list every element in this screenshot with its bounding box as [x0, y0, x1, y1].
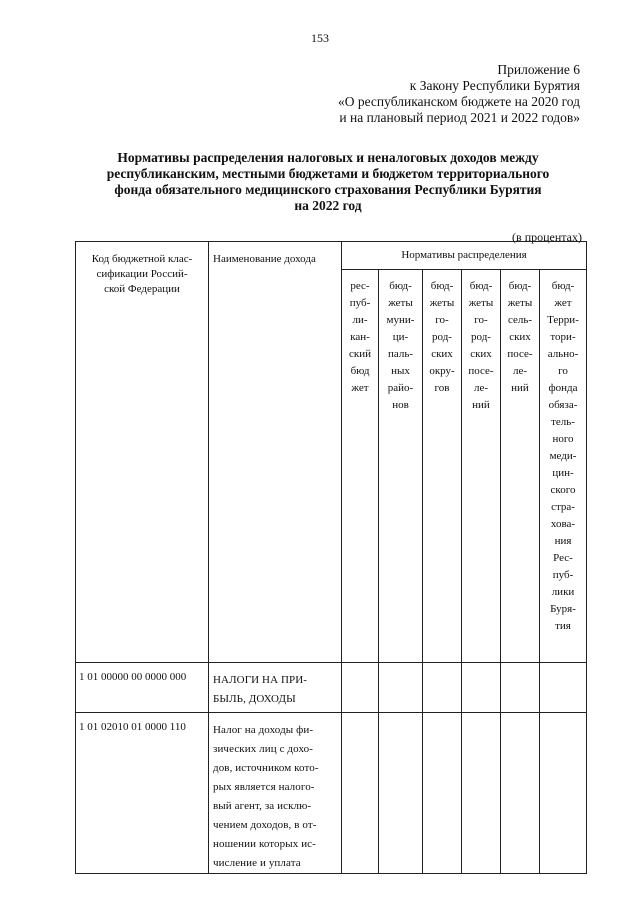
row-value-cell — [501, 663, 540, 713]
row-value-cell — [379, 663, 423, 713]
header-col-line: лики — [551, 586, 575, 598]
header-col-city-settlements — [462, 270, 501, 663]
header-code-line: ской Федерации — [104, 283, 180, 295]
norms-table — [75, 241, 587, 874]
row-code: 1 01 00000 00 0000 000 — [76, 663, 209, 713]
row-value-cell — [423, 663, 462, 713]
row-name-line: рых является налого- — [213, 781, 315, 793]
row-name-line: вый агент, за исклю- — [213, 800, 312, 812]
row-value-cell — [379, 713, 423, 874]
row-value-cell — [540, 713, 587, 874]
header-col-line: род- — [432, 331, 452, 343]
row-value-cell — [462, 713, 501, 874]
header-col-line: тель- — [551, 416, 575, 428]
title-line: фонда обязательного медицинского страхования Республики Бурятия — [114, 182, 542, 197]
header-col-line: ский — [349, 348, 371, 360]
appendix-line: к Закону Республики Бурятия — [409, 78, 580, 93]
header-col-line: посе- — [468, 365, 494, 377]
header-col-line: посе- — [507, 348, 533, 360]
row-name-line: ношении которых ис- — [213, 838, 316, 850]
header-col-line: Буря- — [550, 603, 576, 615]
header-col-republican — [342, 270, 379, 663]
row-code: 1 01 02010 01 0000 110 — [76, 713, 209, 874]
header-col-line: кан- — [350, 331, 370, 343]
row-name-line: дов, источником кото- — [213, 762, 319, 774]
header-col-line: род- — [471, 331, 491, 343]
header-col-line: обяза- — [548, 399, 578, 411]
row-value-cell — [423, 713, 462, 874]
header-col-line: бюд- — [551, 280, 575, 292]
row-name-line: зических лиц с дохо- — [213, 743, 313, 755]
header-col-line: стра- — [551, 501, 575, 513]
table-row — [76, 713, 587, 874]
header-col-line: ли- — [352, 314, 368, 326]
header-col-line: го — [558, 365, 568, 377]
row-value-cell — [462, 663, 501, 713]
header-code-line: сификации Россий- — [96, 268, 188, 280]
page-number: 153 — [311, 31, 329, 45]
header-col-line: сель- — [507, 314, 533, 326]
document-title — [70, 150, 586, 214]
header-row-1 — [76, 242, 587, 270]
header-code — [76, 242, 209, 663]
row-name-line: Налог на доходы фи- — [213, 724, 314, 736]
header-name: Наименование дохода — [209, 242, 342, 663]
header-col-line: го- — [435, 314, 449, 326]
header-col-line: ских — [470, 348, 492, 360]
header-col-line: ских — [431, 348, 453, 360]
header-col-line: жеты — [507, 297, 533, 309]
header-col-line: паль- — [387, 348, 414, 360]
header-col-line: ний — [472, 399, 490, 411]
header-col-line: жет — [351, 382, 369, 394]
header-col-line: Терри- — [547, 314, 579, 326]
header-col-line: нов — [392, 399, 409, 411]
header-col-line: бюд- — [508, 280, 532, 292]
header-col-line: бюд- — [469, 280, 493, 292]
header-col-line: тия — [555, 620, 571, 632]
appendix-block — [338, 62, 580, 126]
appendix-line: «О республиканском бюджете на 2020 год — [337, 94, 580, 109]
header-col-municipal-districts — [379, 270, 423, 663]
header-col-line: ле- — [473, 382, 489, 394]
header-group: Нормативы распределения — [342, 242, 587, 270]
header-col-line: ния — [554, 535, 572, 547]
header-col-line: ле- — [512, 365, 528, 377]
header-col-line: цин- — [552, 467, 574, 479]
header-col-city-districts — [423, 270, 462, 663]
row-name-line: НАЛОГИ НА ПРИ- — [213, 674, 308, 686]
appendix-line: и на плановый период 2021 и 2022 годов» — [339, 110, 580, 125]
row-name-line: чением доходов, в от- — [213, 819, 317, 831]
header-col-line: ных — [391, 365, 410, 377]
appendix-line: Приложение 6 — [497, 62, 580, 77]
header-col-line: тори- — [550, 331, 576, 343]
header-col-line: жеты — [388, 297, 413, 309]
header-col-line: окру- — [429, 365, 455, 377]
header-col-line: ских — [509, 331, 531, 343]
row-name — [209, 713, 342, 874]
header-col-line: рес- — [350, 280, 370, 292]
row-name-line: числение и уплата — [213, 857, 301, 869]
row-name — [209, 663, 342, 713]
header-col-line: пуб- — [552, 569, 574, 581]
header-col-line: пуб- — [349, 297, 371, 309]
row-value-cell — [501, 713, 540, 874]
row-value-cell — [342, 713, 379, 874]
header-col-line: ского — [550, 484, 576, 496]
header-col-rural-settlements — [501, 270, 540, 663]
header-col-health-insurance-fund — [540, 270, 587, 663]
header-col-line: райо- — [387, 382, 414, 394]
row-value-cell — [342, 663, 379, 713]
header-col-line: ально- — [547, 348, 579, 360]
header-col-line: жеты — [468, 297, 494, 309]
header-col-line: ци- — [392, 331, 409, 343]
title-line: Нормативы распределения налоговых и неналоговых доходов между — [117, 150, 539, 165]
header-col-line: фонда — [548, 382, 578, 394]
header-col-line: го- — [474, 314, 488, 326]
header-col-line: Рес- — [553, 552, 573, 564]
row-value-cell — [540, 663, 587, 713]
header-code-line: Код бюджетной клас- — [91, 253, 193, 265]
table-row — [76, 663, 587, 713]
header-col-line: жеты — [429, 297, 455, 309]
header-col-line: ний — [511, 382, 529, 394]
header-col-line: бюд- — [389, 280, 412, 292]
header-col-line: ного — [552, 433, 574, 445]
header-col-line: бюд — [350, 365, 370, 377]
header-col-line: меди- — [549, 450, 577, 462]
title-line: республиканским, местными бюджетами и бюджетом территориального — [106, 166, 550, 181]
units-note: (в процентах) — [512, 230, 582, 244]
row-name-line: БЫЛЬ, ДОХОДЫ — [213, 693, 296, 705]
header-col-line: муни- — [386, 314, 415, 326]
header-col-line: бюд- — [430, 280, 454, 292]
header-col-line: хова- — [550, 518, 576, 530]
header-col-line: гов — [434, 382, 450, 394]
title-line: на 2022 год — [294, 198, 362, 213]
header-col-line: жет — [554, 297, 572, 309]
